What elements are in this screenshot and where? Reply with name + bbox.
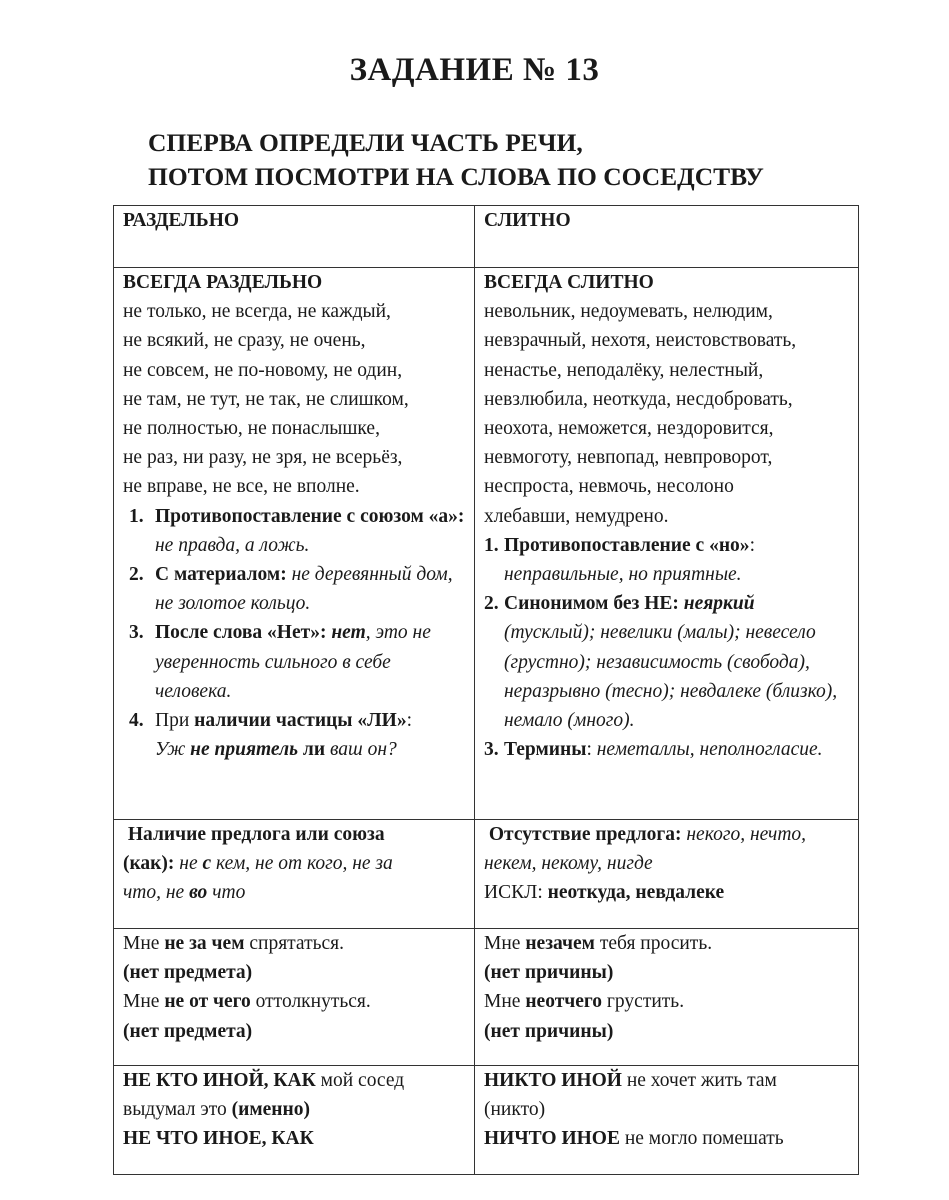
item-number: 2. <box>129 564 144 586</box>
rule-text: Наличие предлога или союза <box>127 824 385 845</box>
left-examples-cell <box>114 929 475 1066</box>
rule-colon: : <box>586 739 592 761</box>
rule-example: кем, не от кого, не за <box>216 853 393 875</box>
example-note: (нет предмета) <box>123 962 253 984</box>
example-line: Мне неотчего грустить. <box>484 991 685 1013</box>
rule-example: что, не <box>123 882 185 904</box>
rule-text: Противопоставление с «но» <box>504 534 750 556</box>
left-rules-list <box>123 502 466 765</box>
header-row <box>114 206 859 268</box>
left-main-heading: ВСЕГДА РАЗДЕЛЬНО <box>123 272 323 293</box>
word-list-line: неспроста, невмочь, несолоно <box>484 476 734 498</box>
item-number: 3. <box>484 739 499 761</box>
rule-example-bold: с <box>202 853 212 875</box>
example-line: Мне незачем тебя просить. <box>484 933 713 954</box>
item-number: 1. <box>484 534 499 556</box>
rule-text: Термины <box>504 739 587 761</box>
rule-example: не деревянный дом, не золотое кольцо. <box>155 564 453 615</box>
rule-text: Противопоставление с союзом «а»: <box>155 505 465 527</box>
list-item <box>123 706 466 764</box>
word-list-line: невмоготу, невпопад, невпроворот, <box>484 447 773 469</box>
word-list-line: невольник, недоумевать, нелюдим, <box>484 301 773 323</box>
rule-colon: : <box>749 534 755 556</box>
exception-label: ИСКЛ: <box>484 882 543 904</box>
rule-text: После слова «Нет»: <box>155 622 327 644</box>
example-line: Мне не за чем спрятаться. <box>123 933 344 954</box>
rule-example-bold: не приятель <box>190 739 299 761</box>
rule-text: Синонимом без НЕ: <box>504 593 679 615</box>
rule-text: наличии частицы «ЛИ» <box>194 710 407 732</box>
right-rules-list <box>484 531 850 765</box>
rule-example: не правда, а ложь. <box>155 534 310 556</box>
list-item <box>484 531 850 589</box>
example-line: НИКТО ИНОЙ не хочет жить там <box>484 1070 777 1091</box>
right-preposition-cell <box>475 820 859 929</box>
item-number: 2. <box>484 593 499 615</box>
rule-example: некого, нечто, некем, некому, нигде <box>484 824 807 875</box>
word-list-line: не там, не тут, не так, не слишком, <box>123 388 409 410</box>
example-note: (нет предмета) <box>123 1020 253 1042</box>
rule-example-bold: во <box>189 882 208 904</box>
word-list-line: невзлюбила, неоткуда, несдобровать, <box>484 388 793 410</box>
subtitle <box>148 126 764 194</box>
word-list-line: хлебавши, немудрено. <box>484 505 669 527</box>
main-rules-row <box>114 268 859 820</box>
subtitle-line: ПОТОМ ПОСМОТРИ НА СЛОВА ПО СОСЕДСТВУ <box>148 162 764 191</box>
word-list-line: не всякий, не сразу, не очень, <box>123 330 366 352</box>
right-main-heading: ВСЕГДА СЛИТНО <box>484 272 654 293</box>
right-examples-cell <box>475 929 859 1066</box>
rule-text: (как): <box>123 853 175 875</box>
rule-text: Отсутствие предлога: <box>488 824 682 845</box>
left-main-cell <box>114 268 475 820</box>
rule-example: , это не уверенность сильного в себе человека. <box>155 622 431 702</box>
word-list-line: не полностью, не понаслышке, <box>123 418 380 440</box>
list-item <box>484 589 850 735</box>
rule-example: неправильные, но приятные. <box>504 564 742 586</box>
word-list-line: не совсем, не по-новому, не один, <box>123 359 403 381</box>
example-note: (нет причины) <box>484 1020 614 1042</box>
item-number: 1. <box>129 505 144 527</box>
example-line: НЕ ЧТО ИНОЕ, КАК <box>123 1128 314 1150</box>
rule-example: неметаллы, неполногласие. <box>596 739 823 761</box>
item-number: 4. <box>129 710 144 732</box>
rule-example: Уж <box>155 739 186 761</box>
page-title: ЗАДАНИЕ № 13 <box>349 52 600 88</box>
exception-words: неоткуда, невдалеке <box>547 882 725 904</box>
rule-example: ваш он? <box>329 739 397 761</box>
header-together: СЛИТНО <box>475 206 859 268</box>
example-line: НЕ КТО ИНОЙ, КАК мой сосед <box>123 1070 405 1091</box>
rule-example-particle: ли <box>302 739 326 761</box>
word-list-line: не только, не всегда, не каждый, <box>123 301 391 323</box>
rule-prefix: При <box>155 710 190 732</box>
list-item <box>123 560 466 618</box>
list-item <box>484 735 850 764</box>
rule-text: С материалом: <box>155 564 287 586</box>
list-item <box>123 618 466 706</box>
example-line: Мне не от чего оттолкнуться. <box>123 991 371 1013</box>
examples-row <box>114 929 859 1066</box>
word-list-line: не раз, ни разу, не зря, не всерьёз, <box>123 447 403 469</box>
left-preposition-cell <box>114 820 475 929</box>
word-list-line: ненастье, неподалёку, нелестный, <box>484 359 764 381</box>
example-note: (нет причины) <box>484 962 614 984</box>
example-line: НИЧТО ИНОЕ не могло помешать <box>484 1128 784 1150</box>
right-pronoun-cell <box>475 1066 859 1175</box>
item-number: 3. <box>129 622 144 644</box>
rules-table <box>113 205 859 1175</box>
list-item <box>123 502 466 560</box>
example-line: (никто) <box>484 1099 546 1121</box>
subtitle-line: СПЕРВА ОПРЕДЕЛИ ЧАСТЬ РЕЧИ, <box>148 128 583 157</box>
left-pronoun-cell <box>114 1066 475 1175</box>
word-list-line: невзрачный, нехотя, неистовствовать, <box>484 330 797 352</box>
pronoun-row <box>114 1066 859 1175</box>
word-list-line: не вправе, не все, не вполне. <box>123 476 360 498</box>
word-list-line: неохота, неможется, нездоровится, <box>484 418 774 440</box>
rule-example: (тусклый); невелики (малы); невесело (грустно); независимость (свобода), неразрывно (тесно); невдалеке (близко), немало (много). <box>504 622 838 732</box>
header-separate: РАЗДЕЛЬНО <box>114 206 475 268</box>
example-line: выдумал это (именно) <box>123 1099 311 1121</box>
rule-example-bold: неяркий <box>683 593 755 615</box>
preposition-row <box>114 820 859 929</box>
right-main-cell <box>475 268 859 820</box>
rule-example-bold: нет <box>331 622 366 644</box>
rule-example: что <box>212 882 246 904</box>
rule-colon: : <box>406 710 413 732</box>
rule-example: не <box>179 853 198 875</box>
